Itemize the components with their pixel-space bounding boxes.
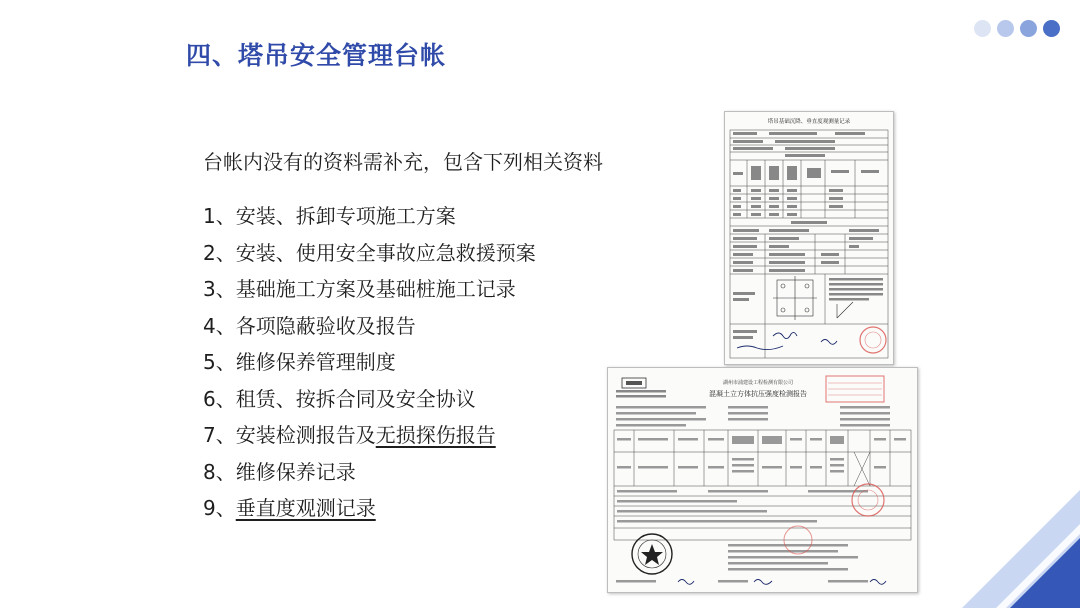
- doc-title: 塔吊基础沉降、垂直度观测量记录: [767, 119, 851, 125]
- observation-record-image: [724, 111, 894, 365]
- list-item: [203, 386, 536, 423]
- item-number: 1、: [203, 204, 236, 228]
- list-item: [203, 203, 536, 240]
- item-text: 安装、拆卸专项施工方案: [235, 204, 456, 228]
- dot: [974, 20, 991, 37]
- item-number: 4、: [203, 313, 236, 338]
- item-number: 5、: [203, 350, 236, 374]
- item-text-underlined: 垂直度观测记录: [235, 496, 376, 520]
- item-number: 3、: [203, 277, 236, 301]
- list-item: [203, 349, 536, 386]
- list-item: [203, 495, 536, 532]
- list-item: [203, 422, 536, 459]
- item-text: 维修保养记录: [235, 459, 356, 484]
- list-item: [203, 240, 536, 277]
- dot: [997, 20, 1014, 37]
- document-list: [203, 203, 536, 532]
- item-number: 2、: [203, 240, 236, 265]
- item-text-underlined: 无损探伤报告: [375, 423, 496, 447]
- item-text: 各项隐蔽验收及报告: [235, 313, 416, 338]
- item-text: 安装、使用安全事故应急救援预案: [235, 240, 536, 265]
- list-item: [203, 276, 536, 313]
- item-number: 9、: [203, 496, 236, 520]
- item-text: 安装检测报告及: [235, 423, 376, 447]
- doc-company: 湖州市浦建设工程检测有限公司: [722, 380, 794, 386]
- doc-title: 混凝土立方体抗压强度检测报告: [709, 390, 807, 398]
- item-number: 7、: [203, 423, 236, 447]
- slide-title: 四、塔吊安全管理台帐: [186, 41, 447, 70]
- list-item: [203, 459, 536, 496]
- decor-dots: [974, 20, 1060, 37]
- item-number: 8、: [203, 459, 236, 484]
- item-text: 租赁、按拆合同及安全协议: [235, 386, 476, 411]
- item-text: 维修保养管理制度: [235, 350, 396, 374]
- concrete-test-report-image: [607, 367, 918, 593]
- dot: [1043, 20, 1060, 37]
- item-text: 基础施工方案及基础桩施工记录: [235, 277, 516, 301]
- intro-text: 台帐内没有的资料需补充，包含下列相关资料: [203, 150, 603, 174]
- dot: [1020, 20, 1037, 37]
- list-item: [203, 313, 536, 350]
- corner-decoration: [910, 438, 1080, 608]
- item-number: 6、: [203, 386, 236, 411]
